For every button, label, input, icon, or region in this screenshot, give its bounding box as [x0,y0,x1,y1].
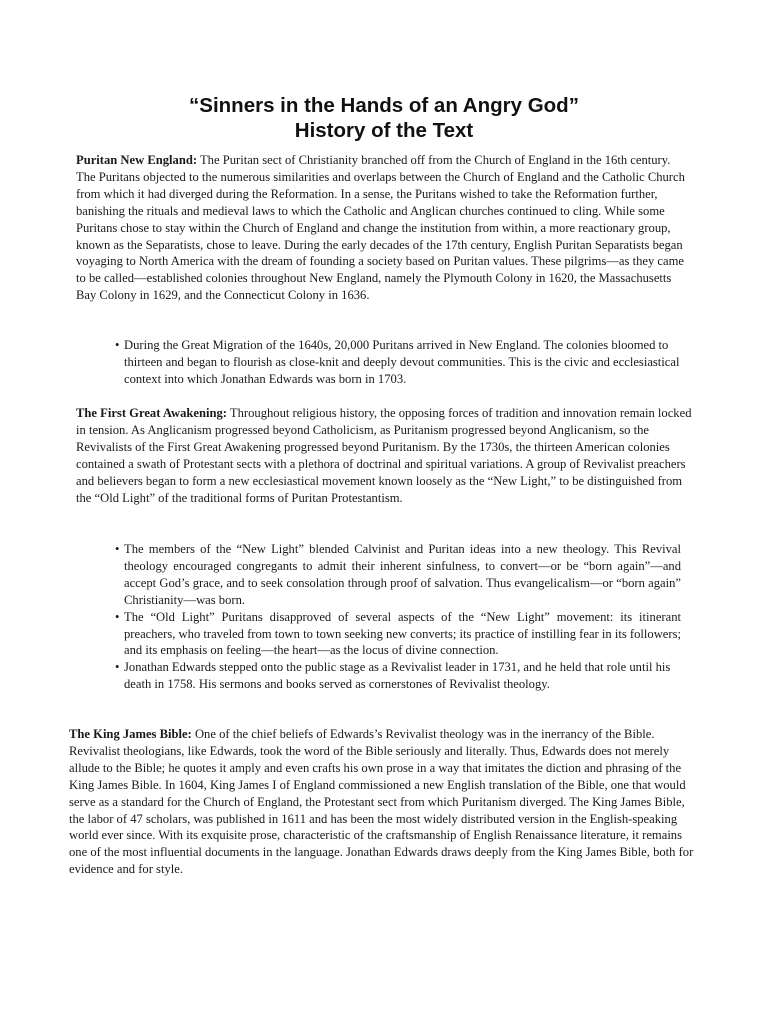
section-body: The Puritan sect of Christianity branched off from the Church of England in the 16th century. The Puritans objected to the numerous similarities and overlaps between the Church of England and the Catholic Church from which it had diverged during the Reformation. In a sense, the Puritans wished to take the Reformation further, banishing the rituals and medieval laws to which the Catholic and Anglican churches continued to cling. While some Puritans chose to stay within the Church of England and change the institution from within, a more reactionary group, known as the Separatists, chose to leave. During the early decades of the 17th century, English Puritan Separatists began voyaging to North America with the dream of founding a society based on Puritan values. These pilgrims—as they came to be called—established colonies throughout New England, namely the Plymouth Colony in 1620, the Massachusetts Bay Colony in 1629, and the Connecticut Colony in 1636. [76,153,685,303]
bullet-icon: • [115,542,120,556]
list-item-text: During the Great Migration of the 1640s, 20,000 Puritans arrived in New England. The colonies bloomed to thirteen and began to flourish as close-knit and deeply devout communities. This is the civic and ecclesiastical context into which Jonathan Edwards was born in 1703. [124,338,680,386]
document-title [0,93,768,143]
list-item [115,541,681,609]
list-item [115,609,681,660]
list-item [115,659,681,693]
list-item-text: The members of the “New Light” blended Calvinist and Puritan ideas into a new theology. This Revival theology encouraged congregants to admit their inherent sinfulness, to convert—or be “born again”—and accept God’s grace, and to seek consolation through proof of salvation. Thus evangelicalism—or “born again” Christianity—was born. [124,542,681,607]
section-heading: The King James Bible: [69,727,192,741]
section-body: Throughout religious history, the opposing forces of tradition and innovation remain locked in tension. As Anglicanism progressed beyond Catholicism, as Puritanism progressed beyond Anglicanism, so the Revivalists of the First Great Awakening progressed beyond Puritanism. By the 1730s, the thirteen American colonies contained a swath of Protestant sects with a plethora of doctrinal and spiritual variations. A group of Revivalist preachers and believers began to form a new ecclesiastical movement known loosely as the “New Light,” to be distinguished from the “Old Light” of the traditional forms of Puritan Protestantism. [76,406,692,505]
list-item-text: The “Old Light” Puritans disapproved of several aspects of the “New Light” movement: its itinerant preachers, who traveled from town to town seeking new converts; its practice of instilling fear in its followers; and its emphasis on feeling—the heart—as the locus of divine connection. [124,609,681,658]
section-king-james-bible [69,726,694,878]
section-heading: The First Great Awakening: [76,406,228,420]
bullet-icon: • [115,338,120,352]
section-first-great-awakening [76,405,692,506]
section-heading: Puritan New England: [76,153,198,167]
bullet-list-puritan [115,337,685,388]
section-puritan-new-england [76,152,692,304]
title-line-1: “Sinners in the Hands of an Angry God” [189,94,579,117]
bullet-icon: • [115,609,120,624]
list-item-text: Jonathan Edwards stepped onto the public stage as a Revivalist leader in 1731, and he held that role until his death in 1758. His sermons and books served as cornerstones of Revivalist theology. [124,660,671,692]
title-line-2: History of the Text [294,119,474,142]
bullet-list-awakening [115,541,681,693]
bullet-icon: • [115,660,120,675]
section-body: One of the chief beliefs of Edwards’s Revivalist theology was in the inerrancy of the Bible. Revivalist theologians, like Edwards, took the word of the Bible seriously and literally. Thus, Edwards does not merely allude to the Bible; he quotes it amply and even crafts his own prose in a way that imitates the diction and phrasing of the King James Bible. In 1604, King James I of England commissioned a new English translation of the Bible, one that would serve as a standard for the Church of England, the Protestant sect from which Puritanism diverged. The King James Bible, the labor of 47 scholars, was published in 1611 and has been the most widely distributed version in the English-speaking world ever since. With its exquisite prose, characteristic of the craftsmanship of English Renaissance literature, it remains one of the most influential documents in the language. Jonathan Edwards draws deeply from the King James Bible, both for evidence and for style. [69,727,694,877]
list-item [115,337,685,388]
